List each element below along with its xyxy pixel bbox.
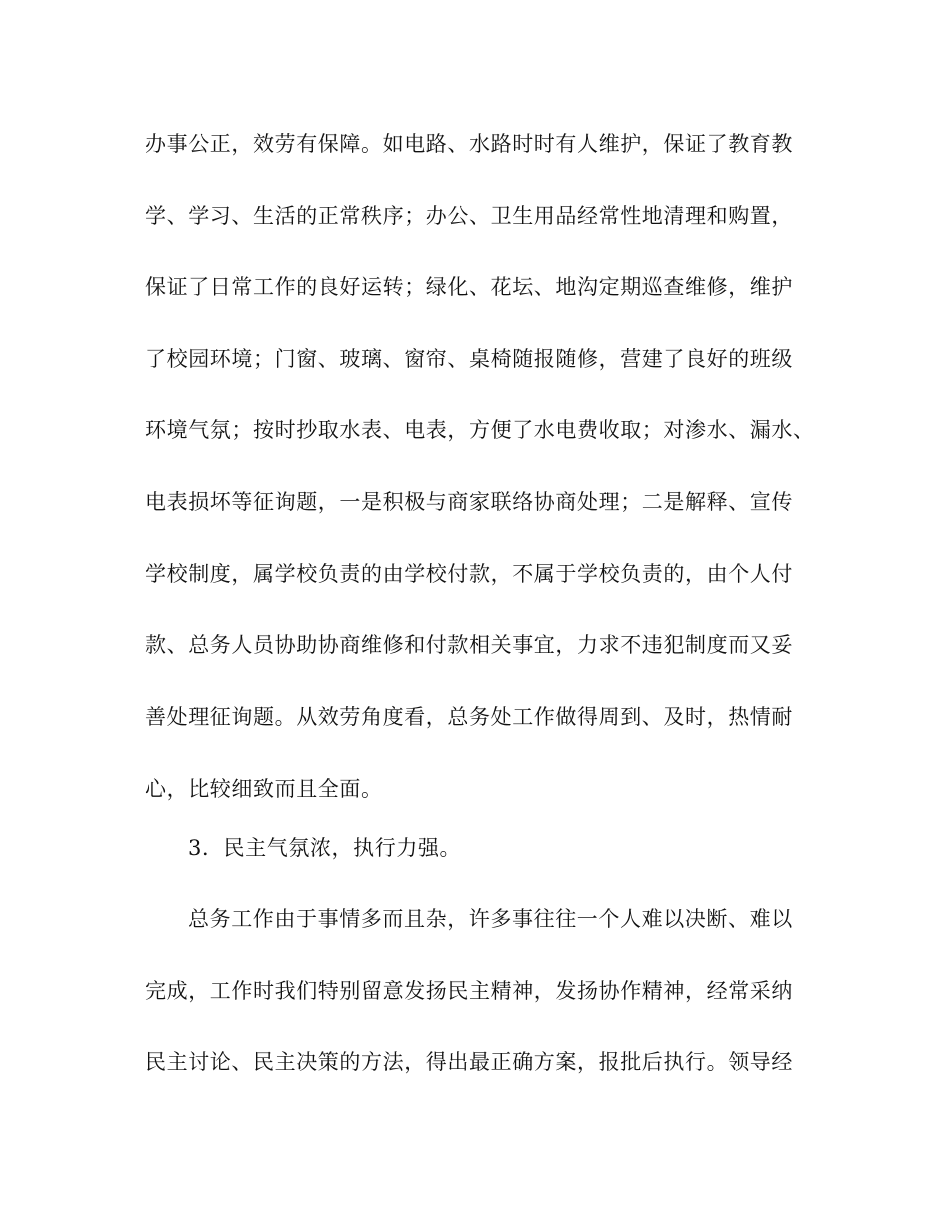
- section-heading: 3．民主气氛浓，执行力强。: [188, 836, 462, 860]
- text-line: 款、总务人员协助协商维修和付款相关事宜，力求不违犯制度而又妥: [145, 633, 793, 657]
- text-line: 完成，工作时我们特别留意发扬民主精神，发扬协作精神，经常采纳: [145, 979, 793, 1003]
- text-line: 电表损坏等征询题，一是积极与商家联络协商处理；二是解释、宣传: [145, 490, 793, 514]
- text-line: 心，比较细致而且全面。: [145, 777, 383, 801]
- text-line: 环境气氛；按时抄取水表、电表，方便了水电费收取；对渗水、漏水、: [145, 418, 815, 442]
- text-line: 了校园环境；门窗、玻璃、窗帘、桌椅随报随修，营建了良好的班级: [145, 347, 793, 371]
- text-line: 办事公正，效劳有保障。如电路、水路时时有人维护，保证了教育教: [145, 132, 793, 156]
- text-line: 民主讨论、民主决策的方法，得出最正确方案，报批后执行。领导经: [145, 1050, 793, 1074]
- text-line: 保证了日常工作的良好运转；绿化、花坛、地沟定期巡查维修，维护: [145, 275, 793, 299]
- text-line: 学、学习、生活的正常秩序；办公、卫生用品经常性地清理和购置，: [145, 204, 793, 228]
- paragraph-first-line: 总务工作由于事情多而且杂，许多事往往一个人难以决断、难以: [188, 907, 793, 931]
- text-line: 善处理征询题。从效劳角度看，总务处工作做得周到、及时，热情耐: [145, 705, 793, 729]
- text-line: 学校制度，属学校负责的由学校付款，不属于学校负责的，由个人付: [145, 562, 793, 586]
